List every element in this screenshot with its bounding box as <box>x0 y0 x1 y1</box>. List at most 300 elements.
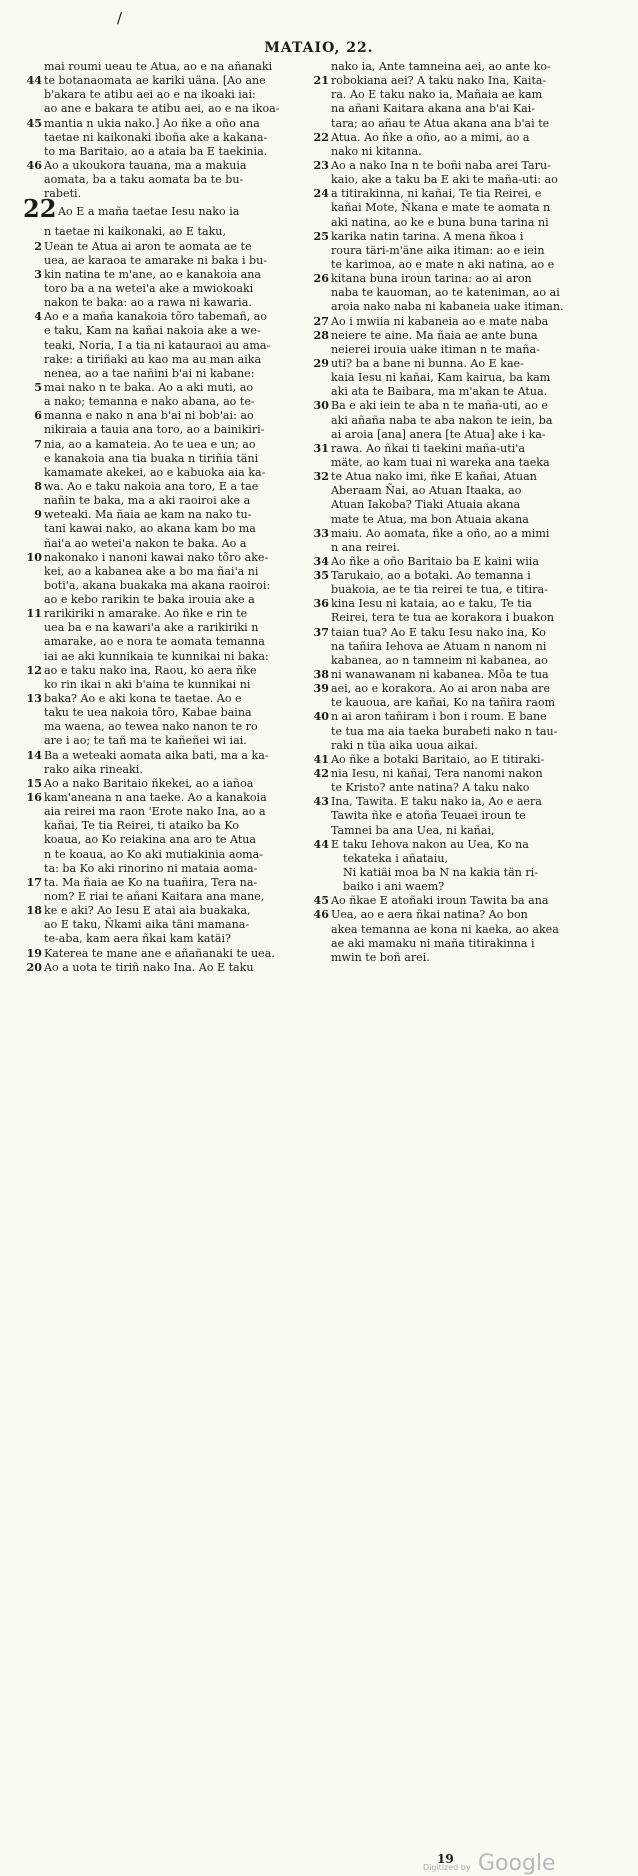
text-line <box>331 60 592 74</box>
line-text: ko rin ikai n aki b'aina te kunnikai ni <box>44 677 251 691</box>
text-line <box>26 74 307 88</box>
corner-mark: / <box>117 9 123 27</box>
line-text: ta. Ma ñaia ae Ko na tuañira, Tera na- <box>44 875 258 889</box>
verse-number: 38 <box>313 668 329 682</box>
line-text: taian tua? Ao E taku Iesu nako ina, Ko <box>331 625 546 639</box>
line-text: aomata, ba a taku aomata ba te bu- <box>44 173 244 187</box>
line-text: wa. Ao e taku nakoia ana toro, E a tae <box>44 479 259 493</box>
line-text: kañai Mote, Ñkana e mate te aomata n <box>331 201 551 215</box>
line-text: kina Iesu ni kataia, ao e taku, Te tia <box>331 597 532 611</box>
text-line <box>331 654 592 668</box>
line-text: ao e taku nako ina, Raou, ko aera ñke <box>44 663 257 677</box>
text-line <box>44 367 307 381</box>
line-text: Ao e a maña kanakoia tõro tabemañ, ao <box>44 310 268 324</box>
line-text: ni wanawanam ni kabanea. Mõa te tua <box>331 668 549 682</box>
text-line <box>44 819 307 833</box>
line-text: te Kristo? ante natina? A taku nako <box>331 781 530 795</box>
verse-number: 32 <box>313 470 329 484</box>
line-text: rarikiriki n amarake. Ao ñke e rin te <box>44 607 248 621</box>
verse-number: 27 <box>313 314 329 328</box>
line-text: kitana buna iroun tarina: ao ai aron <box>331 272 532 286</box>
line-text: tara; ao añau te Atua akana ana b'ai te <box>331 116 550 130</box>
line-text: Ao i mwiia ni kabaneia ao e mate naba <box>331 314 549 328</box>
verse-number: 10 <box>26 550 42 564</box>
line-text: nia, ao a kamateia. Ao te uea e un; ao <box>44 437 256 451</box>
line-text: kei, ao a kabanea ake a bo ma ñai'a ni <box>44 564 259 578</box>
text-line <box>331 371 592 385</box>
verse-number: 39 <box>313 682 329 696</box>
text-line <box>44 494 307 508</box>
line-text: mäte, ao kam tuai ni wareka ana taeka <box>331 455 550 469</box>
text-line <box>44 734 307 748</box>
text-line <box>331 725 592 739</box>
line-text: te Atua nako imi, ñke E kañai, Atuan <box>331 470 537 484</box>
text-line <box>331 88 592 102</box>
text-line <box>331 498 592 512</box>
line-text: aroia nako naba ni kabaneia uake itiman. <box>331 300 564 314</box>
line-text: ao E taku, Ñkami aika täni mamana- <box>44 918 250 932</box>
text-line <box>313 356 592 371</box>
text-line <box>313 837 592 852</box>
line-text: E taku Iehova nakon au Uea, Ko na <box>331 837 529 851</box>
line-text: mwin te boñ arei. <box>331 950 430 964</box>
line-text: te karimoa, ao e mate n aki natina, ao e <box>331 257 555 271</box>
text-line <box>44 537 307 551</box>
line-text: kin natina te m'ane, ao e kanakoia ana <box>44 267 261 281</box>
text-line <box>44 565 307 579</box>
verse-number: 22 <box>313 130 329 144</box>
line-text: Uea, ao e aera ñkai natina? Ao bon <box>331 908 528 922</box>
text-line <box>34 267 307 282</box>
line-text: mai nako n te baka. Ao a aki muti, ao <box>44 380 254 394</box>
line-text: Ao E a maña taetae Iesu nako ia <box>58 205 240 219</box>
line-text: n ai aron tañiram i bon i roum. E bane <box>331 710 547 724</box>
line-text: a nako; temanna e nako abana, ao te- <box>44 395 255 409</box>
line-text: Ao a uota te tiriñ nako Ina. Ao E taku <box>44 960 254 974</box>
line-text: amarake, ao e nora te aomata temanna <box>44 635 265 649</box>
verse-number: 18 <box>26 904 42 918</box>
text-line <box>331 300 592 314</box>
line-text: nom? E riai te añani Kaitara ana mane, <box>44 890 265 904</box>
line-text: teaki, Noria, I a tia ni katauraoi au ama- <box>44 338 271 352</box>
line-text: neiere te aine. Ma ñaia ae ante buna <box>331 328 538 342</box>
line-text: Tarukaio, ao a botaki. Ao temanna i <box>331 569 531 583</box>
text-line <box>44 706 307 720</box>
text-line <box>44 593 307 607</box>
right-column <box>313 60 592 965</box>
text-line <box>331 414 592 428</box>
line-text: nañin te baka, ma a aki raoiroi ake a <box>44 494 251 508</box>
text-line <box>44 650 307 664</box>
verse-number: 5 <box>34 380 42 394</box>
text-line <box>313 894 592 908</box>
verse-number: 4 <box>34 310 42 324</box>
verse-number: 46 <box>313 908 329 922</box>
text-line <box>44 254 307 268</box>
verse-number: 20 <box>26 960 42 974</box>
text-line <box>331 852 592 866</box>
line-text: n ana reirei. <box>331 540 400 554</box>
text-line <box>331 117 592 131</box>
text-line <box>26 875 307 890</box>
text-line <box>34 310 307 324</box>
line-text: te tua ma aia taeka burabeti nako n tau- <box>331 724 558 738</box>
line-text: ma waena, ao tewea nako nanon te ro <box>44 720 258 734</box>
text-line <box>44 88 307 102</box>
text-line <box>331 216 592 230</box>
text-line <box>331 513 592 527</box>
text-line <box>313 399 592 413</box>
line-text: Atuan Iakoba? Tiaki Atuaia akana <box>331 498 521 512</box>
line-text: to ma Baritaio, ao a ataia ba E taekinia. <box>44 144 268 158</box>
line-text: rake: a tiriñaki au kao ma au man aika <box>44 352 262 366</box>
line-text: Aberaam Ñai, ao Atuan Itaaka, ao <box>331 484 522 498</box>
text-line <box>331 428 592 442</box>
line-text: taku te uea nakoia tõro, Kabae baina <box>44 706 252 720</box>
line-text: robokiana aei? A taku nako Ina, Kaita- <box>331 74 547 88</box>
line-text: weteaki. Ma ñaia ae kam na nako tu- <box>44 508 252 522</box>
line-text: akea temanna ae kona ni kaeka, ao akea <box>331 922 559 936</box>
line-text: nikiraia a tauia ana toro, ao a bainikiri- <box>44 423 265 437</box>
text-line <box>331 640 592 654</box>
verse-number: 42 <box>313 767 329 781</box>
line-text: mate te Atua, ma bon Atuaia akana <box>331 512 529 526</box>
line-text: nakon te baka: ao a rawa ni kawaria. <box>44 296 252 310</box>
line-text: toro ba a na wetei'a ake a mwiokoaki <box>44 281 254 295</box>
line-text: aki añaña naba te aba nakon te iein, ba <box>331 413 553 427</box>
line-text: na tañira Iehova ae Atuam n nanom ni <box>331 639 547 653</box>
text-line <box>34 380 307 395</box>
line-text: Ao ñke a botaki Baritaio, ao E titiraki- <box>331 752 545 766</box>
text-line <box>44 635 307 649</box>
line-text: Ao ñkae E atoñaki iroun Tawita ba ana <box>331 894 549 908</box>
line-text: ke e aki? Ao Iesu E atai aia buakaka, <box>44 904 251 918</box>
verse-number: 41 <box>313 752 329 766</box>
line-text: mantia n ukia nako.] Ao ñke a oño ana <box>44 116 260 130</box>
text-line <box>34 437 307 452</box>
verse-number: 46 <box>26 158 42 172</box>
line-text: rawa. Ao ñkai ti taekini maña-uti'a <box>331 441 525 455</box>
text-line <box>26 791 307 805</box>
running-header: MATAIO, 22. <box>264 40 374 56</box>
line-text: na añani Kaitara akana ana b'ai Kai- <box>331 102 536 116</box>
text-line <box>331 880 592 894</box>
text-line <box>44 805 307 819</box>
text-line <box>44 466 307 480</box>
verse-number: 16 <box>26 791 42 805</box>
text-line <box>313 752 592 767</box>
verse-number: 13 <box>26 692 42 706</box>
verse-number: 40 <box>313 710 329 724</box>
line-text: iai ae aki kunnikaia te kunnikai ni baka: <box>44 649 269 663</box>
text-line <box>331 173 592 187</box>
chapter-number: 22 <box>23 194 57 224</box>
verse-number: 44 <box>26 74 42 88</box>
line-text: kam'aneana n ana taeke. Ao a kanakoia <box>44 791 267 805</box>
verse-number: 34 <box>313 554 329 568</box>
line-text: ñai'a ao wetei'a nakon te baka. Ao a <box>44 536 247 550</box>
line-text: uea, ae karaoa te amarake ni baka i bu- <box>44 253 268 267</box>
text-line <box>34 409 307 423</box>
verse-number: 9 <box>34 508 42 522</box>
line-text: nakonako i nanoni kawai nako tõro ake- <box>44 550 269 564</box>
verse-number: 7 <box>34 437 42 451</box>
text-line <box>34 479 307 494</box>
text-line <box>44 282 307 296</box>
verse-number: 26 <box>313 272 329 286</box>
line-text: kaia Iesu ni kañai, Kam kairua, ba kam <box>331 371 551 385</box>
line-text: b'akara te atibu aei ao e na ikoaki iai: <box>44 88 256 102</box>
line-text: n te koaua, ao Ko aki mutiakinia aoma- <box>44 847 264 861</box>
line-text: naba te kauoman, ao te kateniman, ao ai <box>331 286 560 300</box>
line-text: manna e nako n ana b'ai ni bob'ai: ao <box>44 409 254 423</box>
line-text: n taetae ni kaikonaki, ao E taku, <box>44 225 226 239</box>
text-line <box>313 187 592 201</box>
text-line <box>331 484 592 498</box>
text-line <box>44 102 307 116</box>
text-line <box>34 508 307 522</box>
line-text: ao e kebo rarikin te baka irouia ake a <box>44 593 255 607</box>
text-line <box>44 763 307 777</box>
text-line <box>26 550 307 565</box>
line-text: tani kawai nako, ao akana kam bo ma <box>44 522 256 536</box>
text-line <box>331 583 592 597</box>
text-line <box>44 890 307 904</box>
line-text: nako ni kitanna. <box>331 144 422 158</box>
line-text: rako aika rineaki. <box>44 762 143 776</box>
text-line <box>26 960 307 975</box>
line-text: Ao a ukoukora tauana, ma a makuia <box>44 158 247 172</box>
line-text: neierei irouia uake itiman n te maña- <box>331 342 540 356</box>
text-line <box>331 102 592 116</box>
text-line <box>331 809 592 823</box>
verse-number: 37 <box>313 625 329 639</box>
text-line <box>331 824 592 838</box>
text-line <box>331 866 592 880</box>
verse-number: 25 <box>313 229 329 243</box>
text-line <box>331 541 592 555</box>
verse-number: 33 <box>313 526 329 540</box>
text-line <box>331 258 592 272</box>
text-line <box>44 173 307 187</box>
line-text: ai aroia [ana] anera [te Atua] ake i ka- <box>331 427 546 441</box>
line-text: kaio, ake a taku ba E aki te maña-uti: ao <box>331 173 558 187</box>
text-line <box>26 748 307 763</box>
text-line <box>331 385 592 399</box>
verse-number: 23 <box>313 158 329 172</box>
line-text: aei, ao e korakora. Ao ai aron naba are <box>331 682 551 696</box>
verse-number: 43 <box>313 795 329 809</box>
verse-number: 21 <box>313 74 329 88</box>
text-line <box>331 456 592 470</box>
verse-number: 24 <box>313 187 329 201</box>
text-line <box>313 908 592 922</box>
line-text: ae aki mamaku ni maña titirakinna i <box>331 936 535 950</box>
text-line <box>44 833 307 847</box>
line-text: mai roumi ueau te Atua, ao e na añanaki <box>44 60 273 73</box>
line-text: baiko i ani waem? <box>343 880 445 894</box>
text-line <box>313 682 592 696</box>
page-number: 19 <box>437 1852 454 1866</box>
line-text: are i ao; te tañ ma te kañeñei wi iai. <box>44 734 247 748</box>
text-line <box>44 296 307 310</box>
verse-number: 44 <box>313 837 329 851</box>
text-line <box>26 776 307 791</box>
line-text: aki ata te Baibara, ma m'akan te Atua. <box>331 385 548 399</box>
line-text: te botanaomata ae kariki uäna. [Ao ane <box>44 74 266 88</box>
text-line <box>44 60 307 74</box>
google-watermark: Google <box>478 1851 556 1876</box>
text-line <box>44 324 307 338</box>
line-text: Ao a nako Baritaio ñkekei, ao a iañoa <box>44 776 254 790</box>
text-line <box>44 131 307 145</box>
line-text: a titirakinna, ni kañai, Te tia Reirei, e <box>331 187 542 201</box>
text-line <box>44 678 307 692</box>
text-line <box>313 130 592 145</box>
line-text: uti? ba a bane ni bunna. Ao E kae- <box>331 356 524 370</box>
text-line <box>313 229 592 244</box>
line-text: aia reirei ma raon 'Erote nako Ina, ao a <box>44 805 266 819</box>
line-text: taetae ni kaikonaki iboña ake a kakana- <box>44 130 268 144</box>
text-line <box>313 272 592 286</box>
verse-number: 8 <box>34 479 42 493</box>
line-text: baka? Ao e aki kona te taetae. Ao e <box>44 692 242 706</box>
text-line <box>313 710 592 724</box>
text-line <box>331 286 592 300</box>
text-line <box>331 244 592 258</box>
text-line <box>44 339 307 353</box>
text-line <box>313 569 592 583</box>
text-line <box>313 625 592 640</box>
digitized-by-label: Digitized by <box>423 1863 471 1872</box>
text-line <box>313 597 592 611</box>
text-line <box>44 862 307 876</box>
line-text: ra. Ao E taku nako ia, Mañaia ae kam <box>331 88 543 102</box>
line-text: te-aba, kam aera ñkai kam katäi? <box>44 932 232 946</box>
line-text: karika natin tarina. A mena ñkoa i <box>331 229 524 243</box>
line-text: koaua, ao Ko reiakina ana aro te Atua <box>44 833 257 847</box>
text-line <box>331 696 592 710</box>
line-text: e taku, Kam na kañai nakoia ake a we- <box>44 324 261 338</box>
line-text: Tamnei ba ana Uea, ni kañai, <box>331 823 495 837</box>
text-line <box>44 720 307 734</box>
text-line <box>44 145 307 159</box>
line-text: aki natina, ao ke e buna buna tarina ni <box>331 215 549 229</box>
line-text: Ba a weteaki aomata aika bati, ma a ka- <box>44 748 269 762</box>
text-line <box>331 739 592 753</box>
line-text: e kanakoia ana tia buaka n tiriñia täni <box>44 451 259 465</box>
line-text: kañai, Te tia Reirei, ti ataiko ba Ko <box>44 819 240 833</box>
text-line <box>26 904 307 918</box>
line-text: Ba e aki iein te aba n te maña-uti, ao e <box>331 399 548 413</box>
text-line <box>26 116 307 131</box>
text-line <box>44 621 307 635</box>
verse-number: 31 <box>313 441 329 455</box>
text-line <box>44 225 307 239</box>
line-text: maiu. Ao aomata, ñke a oño, ao a mimi <box>331 526 550 540</box>
line-text: raki n tüa aika uoua aikai. <box>331 738 478 752</box>
text-line <box>26 663 307 678</box>
line-text: Reirei, tera te tua ae korakora i buakon <box>331 611 555 625</box>
verse-number: 45 <box>313 894 329 908</box>
text-line <box>26 692 307 706</box>
line-text: tekateka i añataiu, <box>343 851 448 865</box>
text-line <box>44 423 307 437</box>
left-column <box>23 60 307 975</box>
line-text: Ina, Tawita. E taku nako ia, Ao e aera <box>331 795 542 809</box>
text-line <box>44 353 307 367</box>
text-line <box>313 314 592 329</box>
verse-number: 14 <box>26 748 42 762</box>
line-text: Ao ñke a oño Baritaio ba E kaini wiia <box>331 554 539 568</box>
verse-number: 19 <box>26 946 42 960</box>
text-line <box>313 668 592 682</box>
line-text: boti'a, akana buakaka ma akana raoiroi: <box>44 578 271 592</box>
verse-number: 15 <box>26 776 42 790</box>
text-line <box>313 158 592 173</box>
line-text: uea ba e na kawari'a ake a rarikiriki n <box>44 621 259 635</box>
text-line <box>313 74 592 88</box>
verse-number: 6 <box>34 409 42 423</box>
text-line <box>331 145 592 159</box>
line-text: Ni katiäi moa ba N na kakia tän ri- <box>343 866 539 880</box>
verse-number: 45 <box>26 116 42 130</box>
line-text: nenea, ao a tae nañini b'ai ni kabane: <box>44 366 255 380</box>
text-line <box>313 795 592 809</box>
verse-number: 30 <box>313 399 329 413</box>
line-text: Uean te Atua ai aron te aomata ae te <box>44 239 252 253</box>
text-line <box>331 781 592 795</box>
text-line <box>331 951 592 965</box>
text-line <box>44 452 307 466</box>
text-line <box>44 579 307 593</box>
verse-number: 35 <box>313 569 329 583</box>
verse-number: 28 <box>313 328 329 342</box>
verse-number: 3 <box>34 267 42 281</box>
text-line <box>331 611 592 625</box>
text-line <box>44 187 307 201</box>
text-line <box>313 470 592 484</box>
verse-number: 36 <box>313 597 329 611</box>
text-line <box>313 328 592 343</box>
text-line <box>34 239 307 254</box>
line-text: Katerea te mane ane e añañanaki te uea. <box>44 946 275 960</box>
text-line <box>331 201 592 215</box>
line-text: rabeti. <box>44 187 82 201</box>
text-line <box>313 767 592 781</box>
text-line <box>44 522 307 536</box>
text-line <box>44 395 307 409</box>
line-text: nia Iesu, ni kañai, Tera nanomi nakon <box>331 767 543 781</box>
text-line <box>26 607 307 621</box>
line-text: buakoia, ae te tia reirei te tua, e titira- <box>331 583 548 597</box>
verse-number: 11 <box>26 607 42 621</box>
text-line <box>331 343 592 357</box>
line-text: te kauoua, are kañai, Ko na tañira raom <box>331 696 556 710</box>
line-text: ta: ba Ko aki rinorino ni mataia aoma- <box>44 861 258 875</box>
text-line <box>26 158 307 173</box>
text-line <box>44 848 307 862</box>
text-line <box>313 554 592 569</box>
line-text: ao ane e bakara te atibu aei, ao e na ikoa- <box>44 102 280 116</box>
line-text: roura täri-m'äne aika itiman: ao e iein <box>331 243 545 257</box>
line-text: Tawita ñke e atoña Teuaei iroun te <box>331 809 526 823</box>
line-text: Ao a nako Ina n te boñi naba arei Taru- <box>331 158 551 172</box>
text-line <box>313 441 592 456</box>
verse-number: 12 <box>26 663 42 677</box>
line-text: kamamate akekei, ao e kabuoka aia ka- <box>44 465 266 479</box>
verse-number: 17 <box>26 875 42 889</box>
